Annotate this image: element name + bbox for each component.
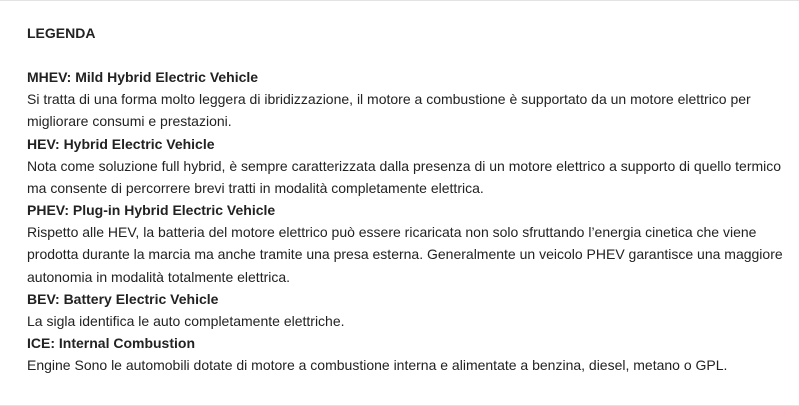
legend-description: Rispetto alle HEV, la batteria del motore elettrico può essere ricaricata non solo sfruttando l’energia cinetica che viene prodotta durante la marcia ma anche tramite una presa esterna. Generalmente un veicolo PHEV garantisce una maggiore autonomia in modalità totalmente elettrica. [27, 224, 783, 285]
legend-entry-bev [27, 288, 787, 332]
legend-term: ICE: Internal Combustion [27, 335, 195, 352]
legend-description: Si tratta di una forma molto leggera di ibridizzazione, il motore a combustione è supportato da un motore elettrico per migliorare consumi e prestazioni. [27, 91, 751, 130]
legend-entry-ice [27, 332, 787, 376]
legend-term: PHEV: Plug-in Hybrid Electric Vehicle [27, 202, 276, 219]
legend-entry-phev [27, 199, 787, 288]
legend-title: LEGENDA [27, 25, 96, 41]
legend-description: La sigla identifica le auto completamente elettriche. [27, 313, 345, 330]
legend-description: Engine Sono le automobili dotate di motore a combustione interna e alimentate a benzina, diesel, metano o GPL. [27, 357, 728, 374]
legend-entry-hev [27, 133, 787, 200]
legend-description: Nota come soluzione full hybrid, è sempre caratterizzata dalla presenza di un motore elettrico a supporto di quello termico ma consente di percorrere brevi tratti in modalità completamente elettrica. [27, 157, 782, 196]
legend-term: BEV: Battery Electric Vehicle [27, 291, 219, 308]
legend-term: HEV: Hybrid Electric Vehicle [27, 135, 215, 152]
legend-term: MHEV: Mild Hybrid Electric Vehicle [27, 69, 259, 85]
legend-entry-mhev [27, 66, 787, 133]
legend-section [0, 1, 787, 377]
